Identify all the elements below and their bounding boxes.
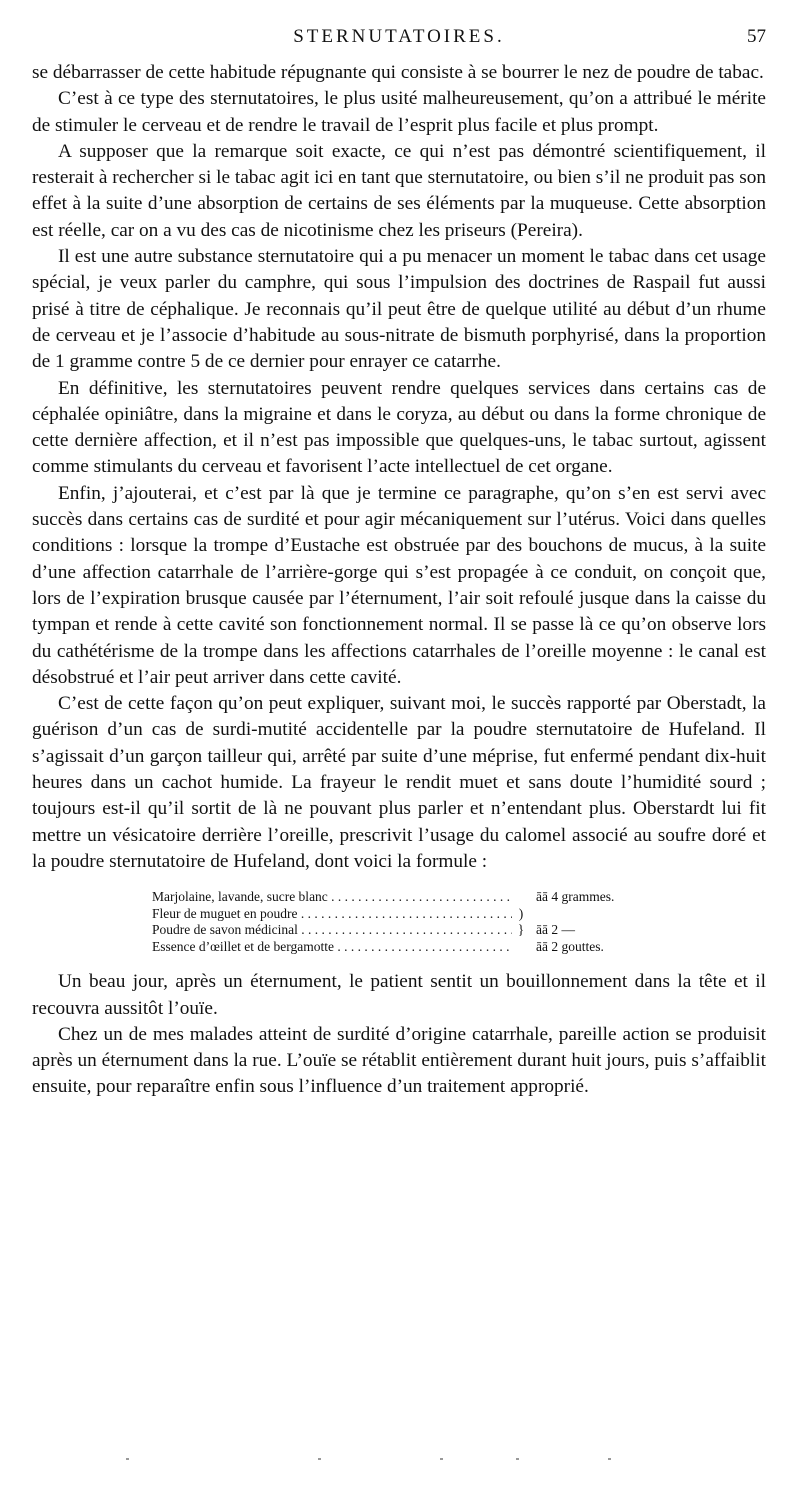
paragraph: Enfin, j’ajouterai, et c’est par là que je termine ce paragraphe, qu’on s’en est servi avec succès dans certains cas de surdité et pour agir mécaniquement sur l’utérus. Voici dans quelles conditions : lorsque la trompe d’Eustache est obstruée par des bouchons de mucus, à la suite d’une affection catarrhale de l’arrière-gorge qui s’est propagée à ce conduit, on conçoit que, lors de l’expiration brusque causée par l’éternument, l’air soit refoulé jusque dans la caisse du tympan et rende à cette cavité son fonctionnement normal. Il se passe là ce qu’on observe lors du cathétérisme de la trompe dans les affections catarrhales de l’oreille moyenne : le canal est désobstrué et l’air peut arriver dans cette cavité. bbox=[32, 482, 766, 688]
paragraph: C’est de cette façon qu’on peut expliquer, suivant moi, le succès rapporté par Oberstadt, la guérison d’un cas de surdi-mutité accidentelle par la poudre sternutatoire de Hufeland. Il s’agissait d’un garçon tailleur qui, arrêté par suite d’une méprise, fut enfermé pendant dix-huit heures dans un cachot humide. La frayeur le rendit muet et sans doute l’humidité sourd ; toujours est-il qu’il sortit de là ne pouvant plus parler et n’entendant plus. Oberstardt lui fit mettre un vésicatoire derrière l’oreille, prescrivit l’usage du calomel associé au soufre doré et la poudre sternutatoire de Hufeland, dont voici la formule : bbox=[32, 693, 766, 872]
print-speck bbox=[440, 1458, 443, 1460]
paragraph: Il est une autre substance sternutatoire qui a pu menacer un moment le tabac dans cet usage spécial, je veux parler du camphre, qui sous l’impulsion des doctrines de Raspail fut aussi prisé à titre de céphalique. Je reconnais qu’il peut être de quelque utilité au début d’un rhume de cerveau et je l’associe d’habitude au sous-nitrate de bismuth porphyrisé, dans la proportion de 1 gramme contre 5 de ce dernier pour enrayer ce catarrhe. bbox=[32, 246, 766, 373]
formula-brace: ) bbox=[518, 905, 524, 921]
paragraph: A supposer que la remarque soit exacte, ce qui n’est pas démontré scientifiquement, il resterait à rechercher si le tabac agit ici en tant que sternutatoire, ou bien s’il ne produit pas son effet à la suite d’une absorption de certains de ses éléments par la muqueuse. Cette absorption est réelle, car on a vu des cas de nicotinisme chez les priseurs (Pereira). bbox=[32, 140, 767, 241]
formula-row bbox=[152, 889, 632, 906]
formula-ingredient: Essence d’œillet et de bergamotte . . . bbox=[152, 939, 512, 954]
print-speck bbox=[608, 1458, 611, 1460]
formula-row bbox=[152, 906, 632, 923]
formula-table bbox=[152, 889, 632, 955]
paragraph: C’est à ce type des sternutatoires, le plus usité malheureusement, qu’on a attribué le mérite de stimuler le cerveau et de rendre le travail de l’esprit plus facile et plus prompt. bbox=[32, 88, 766, 136]
formula-row bbox=[152, 922, 632, 939]
print-speck bbox=[516, 1458, 519, 1460]
page-number: 57 bbox=[747, 26, 766, 47]
print-speck bbox=[318, 1458, 321, 1460]
paragraph: Chez un de mes malades atteint de surdité d’origine catarrhale, pareille action se produisit après un éternument dans la rue. L’ouïe se rétablit entièrement durant huit jours, puis s’affaiblit ensuite, pour reparaître enfin sous l’influence d’un traitement approprié. bbox=[32, 1023, 766, 1098]
formula-quantity: āā 2 gouttes. bbox=[536, 938, 604, 954]
book-page bbox=[32, 26, 766, 1101]
paragraph: Un beau jour, après un éternument, le patient sentit un bouillonnement dans la tête et il recouvra aussitôt l’ouïe. bbox=[32, 971, 766, 1019]
formula-ingredient: Marjolaine, lavande, sucre blanc . . . bbox=[152, 889, 512, 904]
formula-row bbox=[152, 939, 632, 956]
formula-ingredient: Poudre de savon médicinal . . . bbox=[152, 922, 512, 937]
paragraph: se débarrasser de cette habitude répugnante qui consiste à se bourrer le nez de poudre de tabac. bbox=[32, 62, 764, 83]
print-speck bbox=[126, 1458, 129, 1460]
formula-brace: } bbox=[517, 922, 525, 938]
running-head: STERNUTATOIRES. bbox=[293, 26, 505, 47]
page-header bbox=[32, 26, 766, 60]
formula-quantity: āā 2 — bbox=[536, 922, 575, 938]
paragraph: En définitive, les sternutatoires peuvent rendre quelques services dans certains cas de céphalée opiniâtre, dans la migraine et dans le coryza, au début ou dans la forme chronique de cette dernière affection, et il n’est pas impossible que quelques-uns, le tabac surtout, agissent comme stimulants du cerveau et favorisent l’acte intellectuel de cet organe. bbox=[32, 377, 766, 478]
formula-quantity: āā 4 grammes. bbox=[536, 889, 615, 905]
print-specks bbox=[0, 1458, 800, 1468]
formula-ingredient: Fleur de muguet en poudre . . . bbox=[152, 906, 512, 921]
